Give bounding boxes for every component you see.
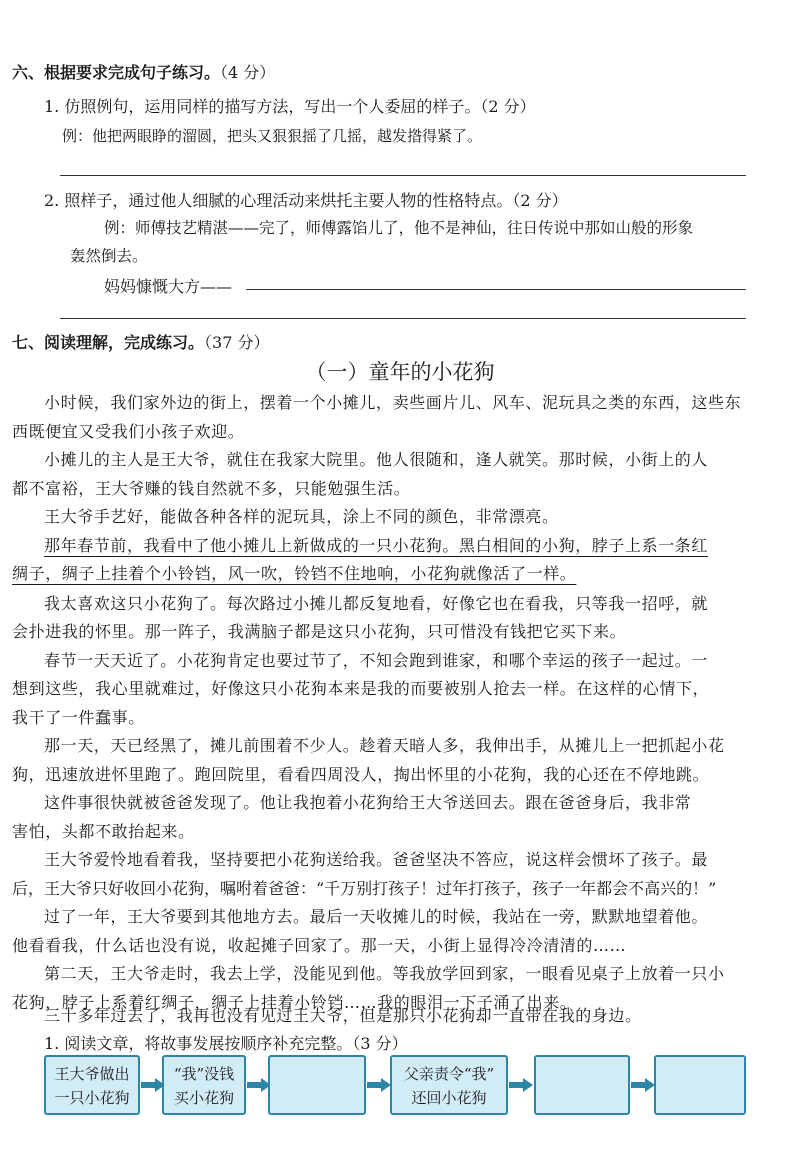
arrow-right-icon [366, 1077, 392, 1093]
answer-line-6-2a[interactable] [246, 289, 746, 290]
story-flowchart [0, 1055, 800, 1119]
arrow-right-icon [508, 1077, 534, 1093]
flow-box-4 [390, 1055, 508, 1115]
article-line: 花狗，脖子上系着红绸子，绸子上挂着小铃铛……我的眼泪一下子涌了出来。 [12, 993, 577, 1012]
article-line: 后，王大爷只好收回小花狗，嘱咐着爸爸：“千万别打孩子！过年打孩子，孩子一年都会不高兴的！” [12, 879, 717, 898]
article-line: 会扑进我的怀里。那一阵子，我满脑子都是这只小花狗，只可惜没有钱把它买下来。 [12, 622, 627, 641]
article-line: 小时候，我们家外边的街上，摆着一个小摊儿，卖些画片儿、风车、泥玩具之类的东西，这些东 [44, 393, 742, 412]
flow-box-text: 一只小花狗 [54, 1089, 130, 1107]
article-line-underlined: 绸子，绸子上挂着个小铃铛，风一吹，铃铛不住地响，小花狗就像活了一样。 [12, 564, 577, 583]
article-line: 他看看我，什么话也没有说，收起摊子回家了。那一天，小街上显得冷冷清清的…… [12, 936, 627, 955]
question-6-2-example-line-2: 轰然倒去。 [70, 247, 148, 265]
question-6-1: 1. 仿照例句，运用同样的描写方法，写出一个人委屈的样子。（2 分） [44, 97, 536, 116]
flow-box-1 [44, 1055, 140, 1115]
flow-box-5-blank[interactable] [534, 1055, 630, 1115]
section-7-heading [12, 330, 269, 353]
section-6-title: 六、根据要求完成句子练习。 [12, 63, 221, 82]
article-line: 小摊儿的主人是王大爷，就住在我家大院里。他人很随和，逢人就笑。那时候，小街上的人 [44, 450, 709, 469]
flow-box-3-blank[interactable] [268, 1055, 366, 1115]
article-line: 狗，迅速放进怀里跑了。跑回院里，看看四周没人，掏出怀里的小花狗，我的心还在不停地跳。 [12, 765, 710, 784]
exercise-1-question: 1. 阅读文章，将故事发展按顺序补充完整。（3 分） [44, 1034, 408, 1053]
question-6-2: 2. 照样子，通过他人细腻的心理活动来烘托主要人物的性格特点。（2 分） [44, 191, 568, 210]
flow-box-text: 父亲责令“我” [403, 1065, 495, 1083]
flow-box-text: 王大爷做出 [54, 1065, 130, 1083]
section-7-title: 七、阅读理解，完成练习。 [12, 333, 205, 352]
article-line-underlined: 那年春节前，我看中了他小摊儿上新做成的一只小花狗。黑白相间的小狗，脖子上系一条红 [44, 536, 709, 555]
section-6-points: （4 分） [220, 63, 276, 82]
arrow-right-icon [630, 1077, 656, 1093]
flow-box-2 [162, 1055, 246, 1115]
article-line: 王大爷手艺好，能做各种各样的泥玩具，涂上不同的颜色，非常漂亮。 [44, 507, 559, 526]
question-6-2-example-line-1: 例：师傅技艺精湛——完了，师傅露馅儿了，他不是神仙，往日传说中那如山般的形象 [104, 219, 694, 237]
flow-box-text: “我”没钱 [173, 1065, 235, 1083]
article-line: 西既便宜又受我们小孩子欢迎。 [12, 422, 245, 441]
question-6-1-example: 例：他把两眼睁的溜圆，把头又狠狠摇了几摇，越发揝得紧了。 [62, 127, 483, 145]
flow-box-text: 还回小花狗 [411, 1089, 487, 1107]
article-line: 我太喜欢这只小花狗了。每次路过小摊儿都反复地看，好像它也在看我，只等我一招呼，就 [44, 594, 709, 613]
section-6-heading [12, 60, 275, 83]
article-title: （一）童年的小花狗 [305, 360, 495, 384]
article-line: 我干了一件蠢事。 [12, 708, 145, 727]
article-line: 害怕，头都不敢抬起来。 [12, 822, 195, 841]
question-6-2-prompt: 妈妈慷慨大方—— [104, 277, 233, 296]
article-line: 春节一天天近了。小花狗肯定也要过节了，不知会跑到谁家，和哪个幸运的孩子一起过。一 [44, 651, 709, 670]
article-line: 王大爷爱怜地看着我，坚持要把小花狗送给我。爸爸坚决不答应，说这样会惯坏了孩子。最 [44, 850, 709, 869]
article-line: 这件事很快就被爸爸发现了。他让我抱着小花狗给王大爷送回去。跟在爸爸身后，我非常 [44, 793, 692, 812]
article-line: 那一天，天已经黑了，摊儿前围着不少人。趁着天暗人多，我伸出手，从摊儿上一把抓起小花 [44, 736, 725, 755]
flow-box-text: 买小花狗 [173, 1089, 234, 1107]
article-line: 想到这些，我心里就难过，好像这只小花狗本来是我的而要被别人抢去一样。在这样的心情下， [12, 679, 710, 698]
article-line: 三十多年过去了，我再也没有见过王大爷，但是那只小花狗却一直带在我的身边。 [44, 1006, 642, 1025]
answer-line-6-2b[interactable] [60, 318, 746, 319]
article-line: 都不富裕，王大爷赚的钱自然就不多，只能勉强生活。 [12, 479, 411, 498]
section-7-points: （37 分） [204, 333, 270, 352]
article-line: 第二天，王大爷走时，我去上学，没能见到他。等我放学回到家，一眼看见桌子上放着一只小 [44, 964, 725, 983]
article-line: 过了一年，王大爷要到其他地方去。最后一天收摊儿的时候，我站在一旁，默默地望着他。 [44, 907, 709, 926]
answer-line-6-1[interactable] [60, 175, 746, 176]
flow-box-6-blank[interactable] [654, 1055, 746, 1115]
